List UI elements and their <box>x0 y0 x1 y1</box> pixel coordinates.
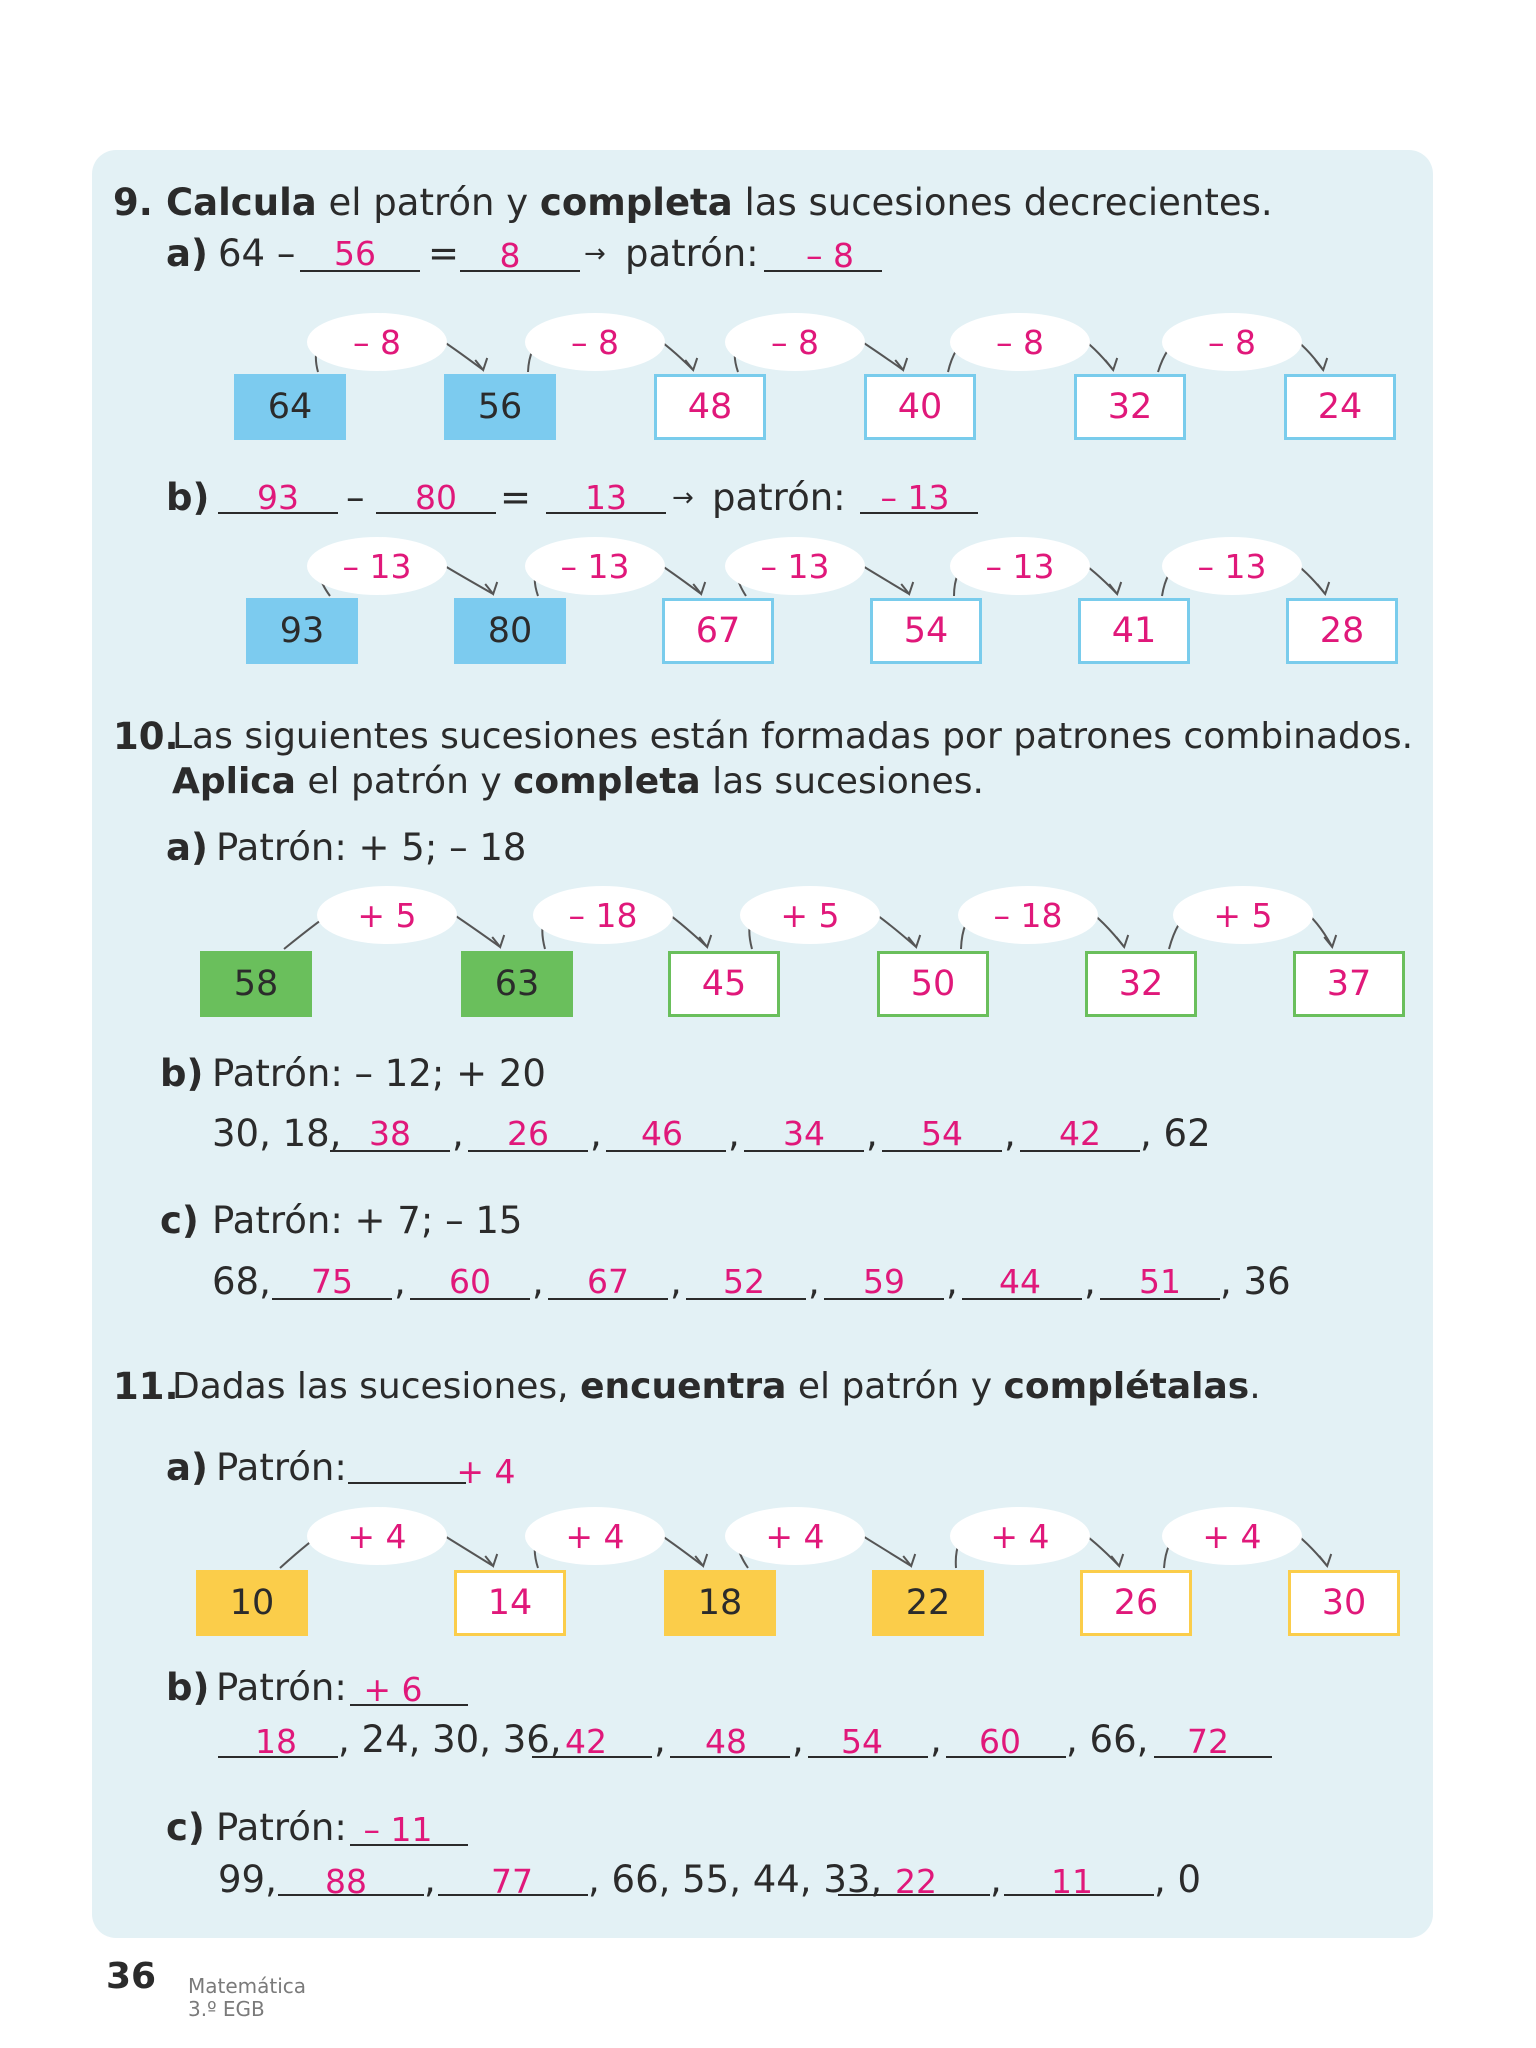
ex11c-answer-1: 88 <box>325 1862 367 1901</box>
ex11b-patron-answer: + 6 <box>363 1670 423 1709</box>
ex11a-step-4: + 4 <box>950 1507 1090 1565</box>
ex11c-answer-4: 11 <box>1051 1862 1093 1901</box>
ex9a-arrow: → <box>584 239 606 269</box>
page-number: 36 <box>106 1956 157 1997</box>
ex10b-prefix: 30, 18, <box>212 1112 342 1155</box>
ex10c-answer-6: 44 <box>999 1262 1041 1301</box>
ex11b-patron-label: Patrón: <box>216 1666 347 1709</box>
ex10-number: 10. <box>113 715 179 758</box>
ex11c-mid: , 66, 55, 44, 33, <box>588 1858 883 1901</box>
ex10c-answer-2: 60 <box>449 1262 491 1301</box>
ex9b-answer-3: 13 <box>585 478 627 517</box>
ex10b-answer-5: 54 <box>921 1114 963 1153</box>
footer-subject: Matemática <box>188 1974 307 1998</box>
ex10-line-1: Las siguientes sucesiones están formadas por patrones combinados. <box>172 716 1414 757</box>
ex9b-equals: = <box>500 476 532 519</box>
ex11a-box-2[interactable]: 14 <box>454 1570 566 1636</box>
ex10-line-2: Aplica el patrón y completa las sucesiones. <box>172 761 984 802</box>
ex10b-label: b) <box>160 1052 204 1095</box>
arrowhead-icon <box>693 582 705 594</box>
ex9b-patron-label: patrón: <box>712 476 846 519</box>
ex9b-minus: – <box>346 476 365 519</box>
ex9b-box-2: 80 <box>454 598 566 664</box>
ex11c-suffix: , 0 <box>1154 1858 1202 1901</box>
ex9b-step-1: – 13 <box>307 537 447 595</box>
ex11b-answer-5: 60 <box>979 1722 1021 1761</box>
ex9b-step-4: – 13 <box>950 537 1090 595</box>
ex11b-answer-3: 48 <box>705 1722 747 1761</box>
arrowhead-icon <box>903 1554 915 1566</box>
ex9a-patron-label: patrón: <box>625 232 759 275</box>
ex10a-box-5[interactable]: 32 <box>1085 951 1197 1017</box>
arrowhead-icon <box>475 358 487 370</box>
ex9b-step-3: – 13 <box>725 537 865 595</box>
ex9a-label: a) <box>166 232 208 275</box>
ex10b-suffix: , 62 <box>1140 1112 1211 1155</box>
ex11a-step-5: + 4 <box>1162 1507 1302 1565</box>
ex11b-label: b) <box>166 1666 210 1709</box>
ex11b-mid-2: , 66, <box>1066 1718 1149 1761</box>
ex11-number: 11. <box>113 1365 179 1408</box>
footer-grade: 3.º EGB <box>188 1997 265 2021</box>
ex11a-step-1: + 4 <box>307 1507 447 1565</box>
arrowhead-icon <box>485 582 497 594</box>
arrowhead-icon <box>695 1554 707 1566</box>
ex11c-prefix: 99, <box>218 1858 277 1901</box>
ex10a-step-1: + 5 <box>317 886 457 944</box>
ex11a-box-6[interactable]: 30 <box>1288 1570 1400 1636</box>
arrowhead-icon <box>492 935 504 947</box>
ex11b-answer-6: 72 <box>1187 1722 1229 1761</box>
ex9a-box-1: 64 <box>234 374 346 440</box>
ex9a-answer-1: 56 <box>334 234 376 273</box>
arrowhead-icon <box>1315 358 1327 370</box>
ex10b-answer-3: 46 <box>641 1114 683 1153</box>
ex10b-answer-1: 38 <box>369 1114 411 1153</box>
ex11b-answer-4: 54 <box>841 1722 883 1761</box>
ex11c-answer-3: 22 <box>895 1862 937 1901</box>
ex11a-box-1: 10 <box>196 1570 308 1636</box>
ex11a-box-5[interactable]: 26 <box>1080 1570 1192 1636</box>
arrowhead-icon <box>901 582 913 594</box>
ex9a-box-5[interactable]: 32 <box>1074 374 1186 440</box>
ex9b-label: b) <box>166 476 210 519</box>
ex9b-box-5[interactable]: 41 <box>1078 598 1190 664</box>
ex10c-answer-4: 52 <box>723 1262 765 1301</box>
ex10c-answer-5: 59 <box>863 1262 905 1301</box>
ex9-instruction: Calcula el patrón y completa las sucesiones decrecientes. <box>166 181 1273 224</box>
ex11b-mid: , 24, 30, 36, <box>338 1718 562 1761</box>
ex10a-patron: Patrón: + 5; – 18 <box>216 826 527 869</box>
ex10c-answer-7: 51 <box>1139 1262 1181 1301</box>
ex9a-step-5: – 8 <box>1162 313 1302 371</box>
ex11-instruction: Dadas las sucesiones, encuentra el patrón y complétalas. <box>172 1366 1261 1407</box>
ex9b-box-1: 93 <box>246 598 358 664</box>
ex10b-answer-2: 26 <box>507 1114 549 1153</box>
ex11b-answer-1: 18 <box>255 1722 297 1761</box>
ex9a-step-2: – 8 <box>525 313 665 371</box>
ex11a-step-2: + 4 <box>525 1507 665 1565</box>
ex10b-patron: Patrón: – 12; + 20 <box>212 1052 546 1095</box>
ex10a-step-3: + 5 <box>740 886 880 944</box>
ex9a-box-4[interactable]: 40 <box>864 374 976 440</box>
ex9b-box-3[interactable]: 67 <box>662 598 774 664</box>
ex10a-box-6[interactable]: 37 <box>1293 951 1405 1017</box>
ex9b-answer-4: – 13 <box>880 478 950 517</box>
ex11c-patron-answer: – 11 <box>363 1810 433 1849</box>
ex9a-box-6[interactable]: 24 <box>1284 374 1396 440</box>
ex9b-answer-1: 93 <box>257 478 299 517</box>
arrowhead-icon <box>895 358 907 370</box>
ex11c-label: c) <box>166 1806 205 1849</box>
ex9b-step-5: – 13 <box>1162 537 1302 595</box>
ex11c-patron-label: Patrón: <box>216 1806 347 1849</box>
ex11a-patron-label: Patrón: <box>216 1446 347 1489</box>
ex10a-box-1: 58 <box>200 951 312 1017</box>
ex11c-answer-2: 77 <box>491 1862 533 1901</box>
ex10a-step-4: – 18 <box>958 886 1098 944</box>
ex9a-box-2: 56 <box>444 374 556 440</box>
ex10c-answer-1: 75 <box>311 1262 353 1301</box>
ex10c-prefix: 68, <box>212 1260 271 1303</box>
ex9a-step-1: – 8 <box>307 313 447 371</box>
ex10a-box-3[interactable]: 45 <box>668 951 780 1017</box>
ex9a-answer-2: 8 <box>499 236 521 275</box>
ex9a-box-3[interactable]: 48 <box>654 374 766 440</box>
ex10a-label: a) <box>166 826 208 869</box>
ex9a-start: 64 – <box>218 232 296 275</box>
ex9a-step-3: – 8 <box>725 313 865 371</box>
ex10a-box-4[interactable]: 50 <box>877 951 989 1017</box>
arrowhead-icon <box>485 1554 497 1566</box>
ex9b-arrow: → <box>672 483 694 513</box>
ex10a-step-5: + 5 <box>1173 886 1313 944</box>
ex11a-step-3: + 4 <box>725 1507 865 1565</box>
ex10a-box-2: 63 <box>461 951 573 1017</box>
ex9a-equals: = <box>428 232 460 275</box>
ex11a-patron-answer: + 4 <box>456 1452 516 1491</box>
ex10c-label: c) <box>160 1199 199 1242</box>
ex11b-answer-2: 42 <box>565 1722 607 1761</box>
ex10c-answer-3: 67 <box>587 1262 629 1301</box>
ex9b-box-6[interactable]: 28 <box>1286 598 1398 664</box>
ex9a-answer-3: – 8 <box>806 236 854 275</box>
ex10b-answer-6: 42 <box>1059 1114 1101 1153</box>
ex10a-step-2: – 18 <box>533 886 673 944</box>
ex9-number: 9. <box>113 181 153 224</box>
ex10c-suffix: , 36 <box>1220 1260 1291 1303</box>
ex11a-box-3: 18 <box>664 1570 776 1636</box>
ex9a-step-4: – 8 <box>950 313 1090 371</box>
ex9b-answer-2: 80 <box>415 478 457 517</box>
ex11a-box-4: 22 <box>872 1570 984 1636</box>
ex9b-step-2: – 13 <box>525 537 665 595</box>
ex10b-answer-4: 34 <box>783 1114 825 1153</box>
ex9b-box-4[interactable]: 54 <box>870 598 982 664</box>
ex10c-patron: Patrón: + 7; – 15 <box>212 1199 523 1242</box>
ex11a-label: a) <box>166 1446 208 1489</box>
arrowhead-icon <box>1116 935 1128 947</box>
